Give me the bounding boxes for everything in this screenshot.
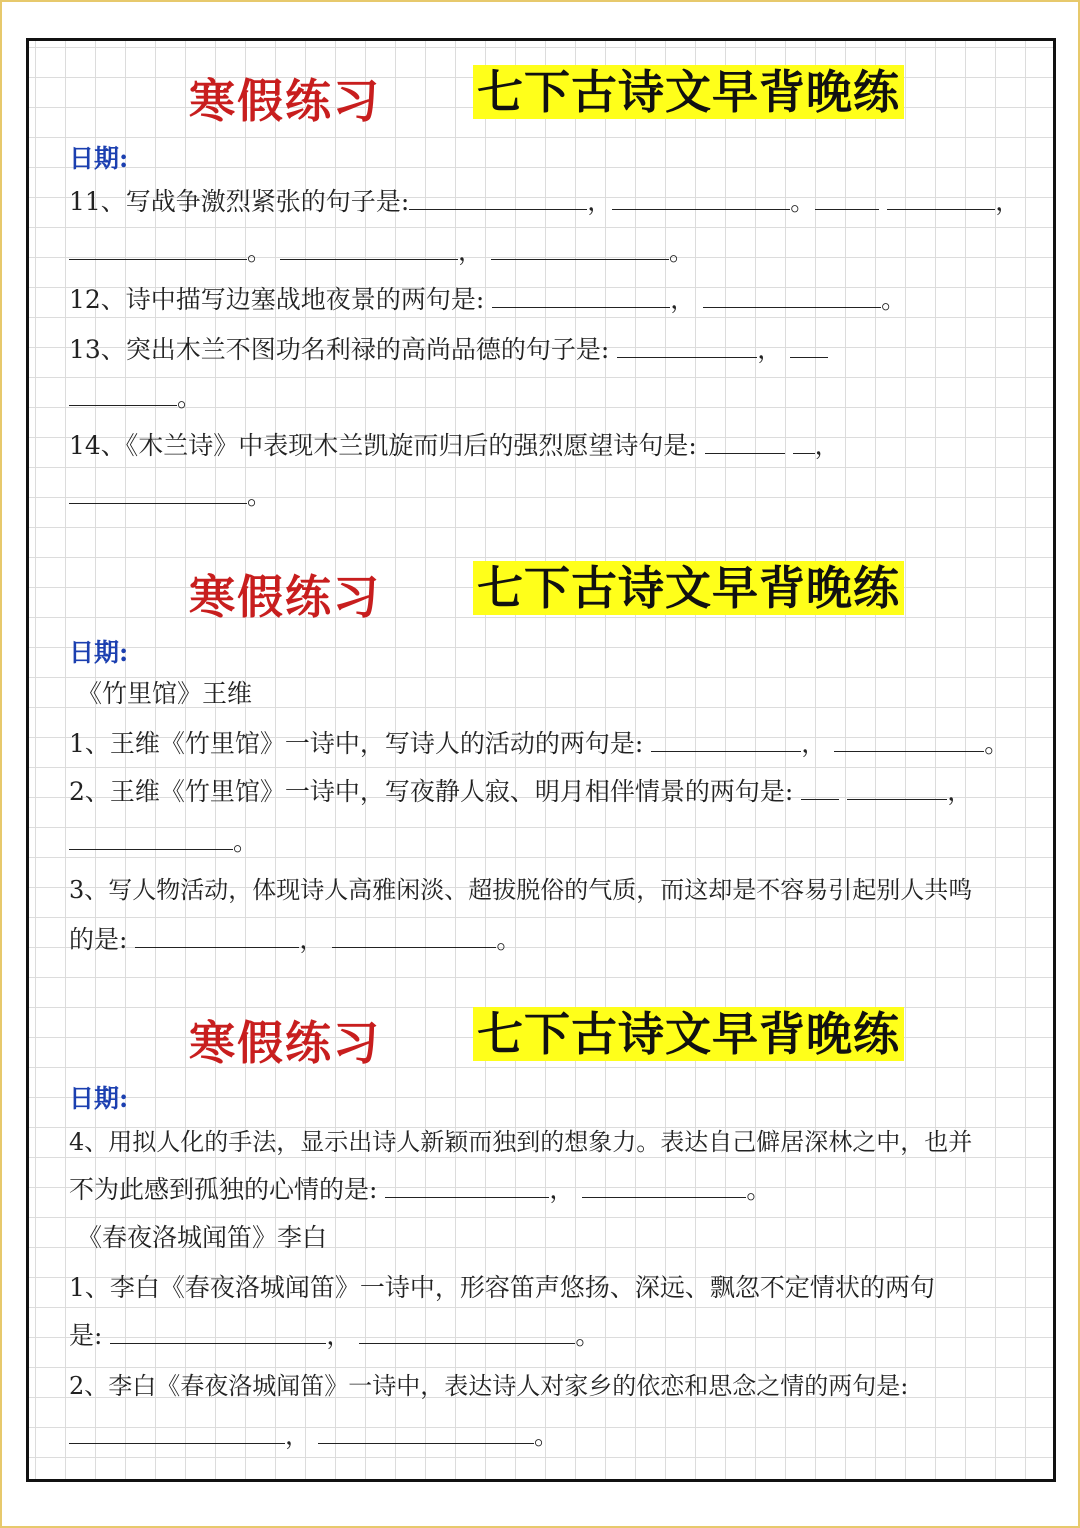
question-2-line-1: 2、王维《竹里馆》一诗中，写夜静人寂、明月相伴情景的两句是: ， (69, 777, 973, 806)
header-title-right: 七下古诗文早背晚练 (473, 1007, 904, 1061)
header-title-right: 七下古诗文早背晚练 (473, 65, 904, 119)
question-text: 是: (69, 1321, 103, 1350)
question-text: 3、写人物活动，体现诗人高雅闲淡、超拔脱俗的气质，而这却是不容易引起别人共鸣 (69, 876, 973, 904)
question-11-line-1: 11、写战争激烈紧张的句子是: ， 。 ， (69, 187, 1021, 216)
question-text: 13、突出木兰不图功名利禄的高尚品德的句子是: (69, 335, 610, 364)
answer-blank[interactable] (790, 335, 828, 358)
question-12: 12、诗中描写边塞战地夜景的两句是: ， 。 (69, 285, 907, 314)
question-2-line-2: ， 。 (69, 1421, 1015, 1451)
question-14-line-2: 。 (69, 481, 1015, 511)
question-text: 不为此感到孤独的心情的是: (69, 1175, 378, 1204)
answer-blank[interactable] (801, 777, 839, 800)
question-text: 14、《木兰诗》中表现木兰凯旋而归后的强烈愿望诗句是: (69, 431, 697, 460)
answer-blank[interactable] (280, 237, 458, 260)
question-text: 4、用拟人化的手法，显示出诗人新颖而独到的想象力。表达自己僻居深林之中，也并 (69, 1128, 973, 1156)
question-11-line-2: 。 ， 。 (69, 237, 1015, 267)
answer-blank[interactable] (834, 729, 984, 752)
question-text: 2、李白《春夜洛城闻笛》一诗中，表达诗人对家乡的依恋和思念之情的两句是: (69, 1372, 909, 1400)
date-label: 日期: (69, 638, 129, 667)
poem-title: 《春夜洛城闻笛》李白 (77, 1223, 328, 1252)
question-text: 2、王维《竹里馆》一诗中，写夜静人寂、明月相伴情景的两句是: (69, 777, 794, 806)
answer-blank[interactable] (703, 285, 881, 308)
answer-blank[interactable] (69, 481, 247, 504)
question-text: 11、写战争激烈紧张的句子是: (69, 187, 410, 216)
answer-blank[interactable] (612, 187, 790, 210)
question-13-line-1: 13、突出木兰不图功名利禄的高尚品德的句子是: ， (69, 335, 1015, 365)
question-2-line-1 (69, 1371, 1015, 1401)
answer-blank[interactable] (491, 237, 669, 260)
question-2-line-2: 。 (69, 827, 1015, 857)
header-title-left: 寒假练习 (189, 570, 381, 624)
question-text: 1、王维《竹里馆》一诗中，写诗人的活动的两句是: (69, 729, 644, 758)
question-text: 1、李白《春夜洛城闻笛》一诗中，形容笛声悠扬、深远、飘忽不定情状的两句 (69, 1273, 935, 1302)
question-13-line-2: 。 (69, 383, 1015, 413)
poem-title: 《竹里馆》王维 (77, 679, 253, 708)
section-header (29, 65, 1053, 129)
answer-blank[interactable] (582, 1175, 746, 1198)
question-text: 12、诗中描写边塞战地夜景的两句是: (69, 285, 485, 314)
date-label: 日期: (69, 144, 129, 173)
question-1-line-1 (69, 1273, 1015, 1303)
answer-blank[interactable] (887, 187, 995, 210)
answer-blank[interactable] (69, 827, 233, 850)
date-label: 日期: (69, 1084, 129, 1113)
answer-blank[interactable] (69, 383, 177, 406)
question-4-line-1 (69, 1127, 1015, 1157)
question-1-line-2: 是: ， 。 (69, 1321, 601, 1350)
answer-blank[interactable] (617, 335, 757, 358)
worksheet (26, 38, 1056, 1482)
answer-blank[interactable] (847, 777, 947, 800)
answer-blank[interactable] (135, 925, 299, 948)
answer-blank[interactable] (318, 1421, 534, 1444)
answer-blank[interactable] (385, 1175, 549, 1198)
section-header (29, 1007, 1053, 1071)
answer-blank[interactable] (492, 285, 670, 308)
answer-blank[interactable] (705, 431, 785, 454)
question-1: 1、王维《竹里馆》一诗中，写诗人的活动的两句是: ， 。 (69, 729, 1010, 758)
header-title-left: 寒假练习 (189, 1016, 381, 1070)
answer-blank[interactable] (69, 237, 247, 260)
answer-blank[interactable] (332, 925, 496, 948)
answer-blank[interactable] (793, 431, 815, 454)
answer-blank[interactable] (409, 187, 587, 210)
answer-blank[interactable] (815, 187, 879, 210)
header-title-right: 七下古诗文早背晚练 (473, 561, 904, 615)
answer-blank[interactable] (110, 1321, 326, 1344)
question-3-line-2: 的是: ， 。 (69, 925, 522, 954)
answer-blank[interactable] (651, 729, 801, 752)
question-4-line-2: 不为此感到孤独的心情的是: ， 。 (69, 1175, 772, 1204)
answer-blank[interactable] (69, 1421, 285, 1444)
question-3-line-1 (69, 875, 1015, 905)
answer-blank[interactable] (359, 1321, 575, 1344)
section-header (29, 561, 1053, 625)
header-title-left: 寒假练习 (189, 74, 381, 128)
question-text: 的是: (69, 925, 128, 954)
question-14-line-1: 14、《木兰诗》中表现木兰凯旋而归后的强烈愿望诗句是: ， (69, 431, 840, 460)
